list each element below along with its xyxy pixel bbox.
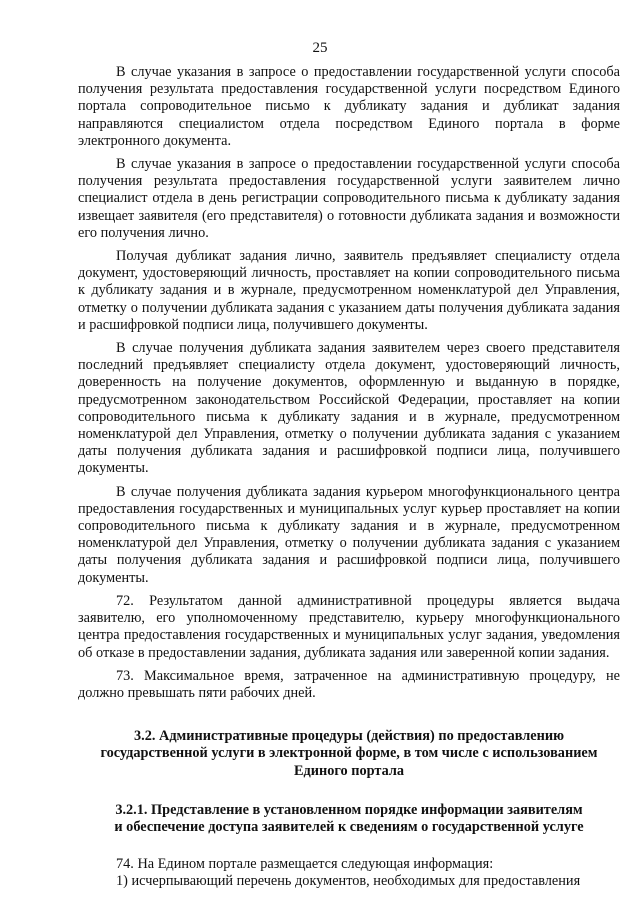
paragraph-72-result: 72. Результатом данной административной процедуры является выдача заявителю, его уполномоченному представителю, курьеру многофункционального центра предоставления государственных и муниципальных услуг задания, уведомления об отказе в предоставлении задания, дубликата задания или заверенной копии задания. — [78, 592, 620, 661]
paragraph-74-intro: 74. На Едином портале размещается следующая информация: — [116, 856, 494, 873]
paragraph-73-max-time: 73. Максимальное время, затраченное на административную процедуру, не должно превышать пяти рабочих дней. — [78, 667, 620, 701]
paragraph-epgu-delivery: В случае указания в запросе о предоставлении государственной услуги способа получения результата предоставления государственной услуги посредством Единого портала сопроводительное письмо к дубликату задания и дубликат задания направляются специалистом отдела посредством Единого портала в форме электронного документа. — [78, 64, 620, 149]
paragraph-personal-pickup-notice: В случае указания в запросе о предоставлении государственной услуги способа получения результата предоставления государственной услуги заявителем лично специалист отдела в день регистрации сопроводительного письма к дубликату задания извещает заявителя (его представителя) о готовности дубликата задания и возможности его получения лично. — [78, 156, 620, 241]
paragraph-representative-receipt: В случае получения дубликата задания заявителем через своего представителя последний предъявляет специалисту отдела документ, удостоверяющий личность, доверенность на получение документов, оформленную и выданную в порядке, предусмотренном законодательством Российской Федерации, проставляет на копии сопроводительного письма к дубликату задания и в журнале, предусмотренном номенклатурой дел Управления, отметку о получении дубликата задания с указанием даты получения дубликата задания и расшифровкой подписи лица, получившего документы. — [78, 340, 620, 477]
list-item-1: 1) исчерпывающий перечень документов, необходимых для предоставления — [116, 873, 581, 890]
page-number: 25 — [312, 40, 328, 56]
section-heading-3-2-1: 3.2.1. Представление в установленном порядке информации заявителям и обеспечение доступа заявителей к сведениям о государственной услуге — [114, 801, 584, 835]
section-heading-3-2: 3.2. Административные процедуры (действия) по предоставлению государственной услуги в электронной форме, в том числе с использованием Единого портала — [100, 728, 598, 779]
paragraph-courier-receipt: В случае получения дубликата задания курьером многофункционального центра предоставления государственных и муниципальных услуг курьер проставляет на копии сопроводительного письма к дубликату задания и в журнале, предусмотренном номенклатурой дел Управления, отметку о получении дубликата задания с указанием даты получения дубликата задания и расшифровкой подписи лица, получившего документы. — [78, 483, 620, 586]
paragraph-personal-receipt: Получая дубликат задания лично, заявитель предъявляет специалисту отдела документ, удостоверяющий личность, проставляет на копии сопроводительного письма к дубликату задания и в журнале, предусмотренном номенклатурой дел Управления, отметку о получении дубликата задания с указанием даты получения дубликата задания и расшифровкой подписи лица, получившего документы. — [78, 248, 620, 333]
document-body — [78, 64, 620, 891]
